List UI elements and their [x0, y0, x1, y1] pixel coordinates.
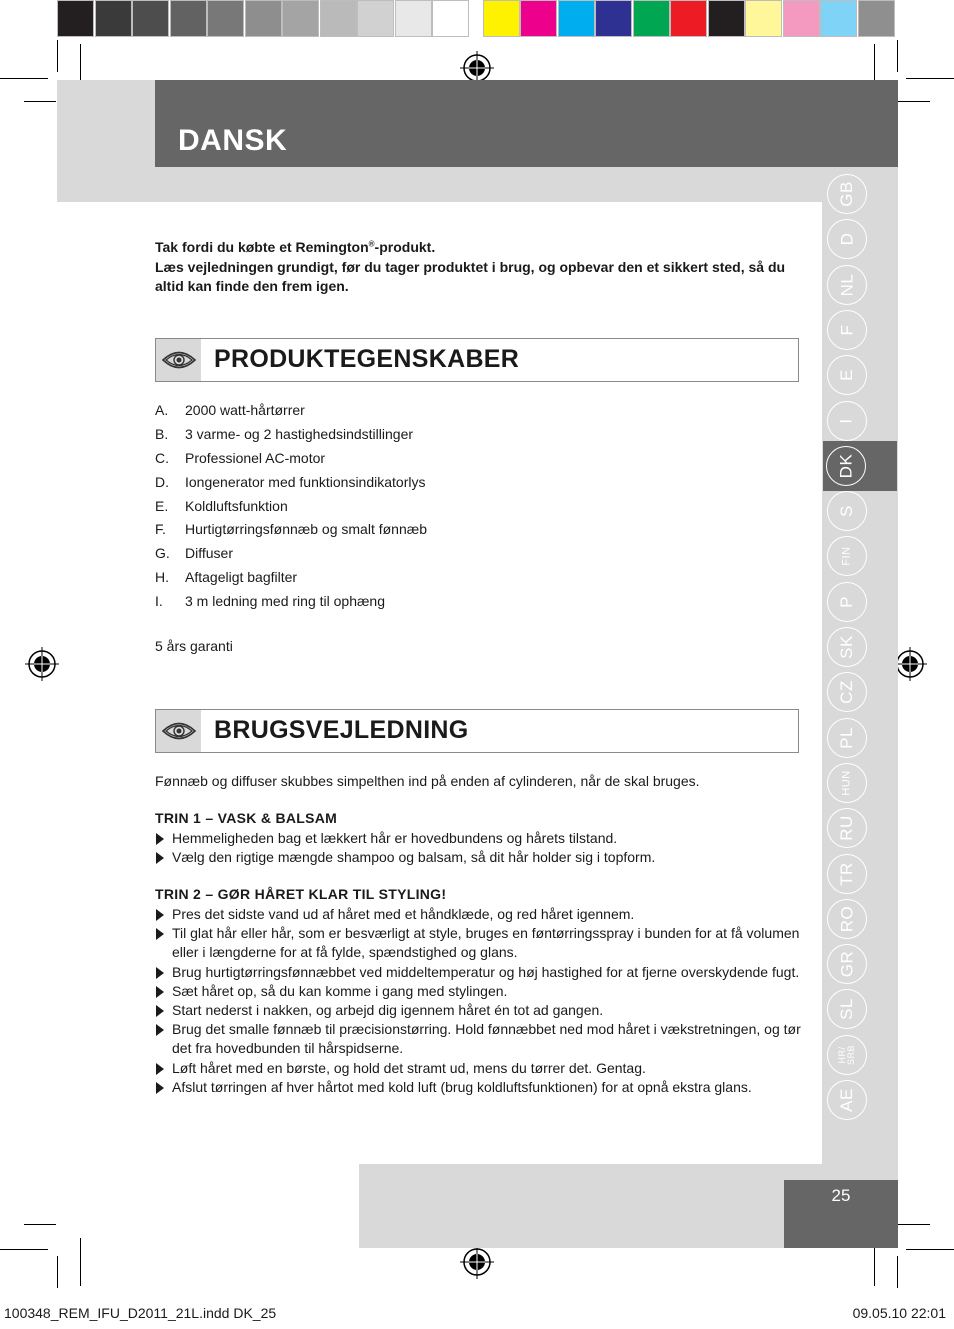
- color-swatch: [858, 0, 895, 37]
- list-item-text: Professionel AC-motor: [185, 449, 326, 466]
- gray-swatch: [432, 0, 469, 37]
- language-tab-label: GB: [837, 181, 856, 207]
- color-swatch: [520, 0, 557, 37]
- language-tab-label: PL: [836, 726, 856, 749]
- language-tab-label: TR: [836, 861, 856, 886]
- gray-swatch: [95, 0, 132, 37]
- date-slug: 09.05.10 22:01: [852, 1305, 946, 1321]
- color-swatch: [558, 0, 595, 37]
- language-tab-label: I: [836, 417, 856, 424]
- language-tab-label: D: [837, 232, 856, 246]
- language-tab-s[interactable]: [824, 488, 870, 534]
- gray-swatch: [357, 0, 394, 37]
- list-item-letter: G.: [155, 545, 170, 562]
- list-item: [155, 591, 795, 615]
- bullet-item: Brug det smalle fønnæb til præcisionstørring. Hold fønnæbbet ned mod håret i vækstretningen, og tør det fra hovedbunden til hårspidserne.: [155, 1020, 803, 1058]
- language-tab-label: CZ: [836, 680, 856, 705]
- crop-mark: [24, 101, 56, 102]
- color-swatch: [670, 0, 707, 37]
- list-item: [155, 543, 795, 567]
- bullet-item: Til glat hår eller hår, som er besværligt at style, bruges en føntørringsspray i bunden for at få volumen eller i længderne for at få fylde, spændstighed og glans.: [155, 924, 803, 962]
- color-swatch: [820, 0, 857, 37]
- crop-mark: [80, 1238, 81, 1286]
- language-tab-pl[interactable]: [824, 715, 870, 761]
- language-tab-label: RU: [837, 815, 856, 841]
- language-tab-label: SL: [836, 998, 856, 1021]
- language-tab-i[interactable]: [824, 398, 870, 444]
- crop-mark: [0, 1249, 48, 1250]
- language-tab-ro[interactable]: [824, 896, 870, 942]
- list-item-text: 3 varme- og 2 hastighedsindstillinger: [185, 425, 414, 442]
- registration-mark-icon: [460, 1245, 494, 1279]
- crop-mark: [897, 40, 898, 72]
- gray-swatch: [57, 0, 94, 37]
- language-tab-label: SK: [837, 635, 856, 659]
- bullet-item: Afslut tørringen af hver hårtot med kold luft (brug koldluftsfunktionen) for at opnå ekstra glans.: [155, 1078, 803, 1097]
- language-tab-hun[interactable]: [824, 760, 870, 806]
- bullet-item: Vælg den rigtige mængde shampoo og balsam, så dit hår holder sig i topform.: [155, 848, 803, 867]
- page-title: DANSK: [178, 124, 288, 157]
- language-tab-label: NL: [836, 273, 856, 296]
- crop-mark: [57, 40, 58, 72]
- language-tab-hrsrb[interactable]: [824, 1032, 870, 1078]
- step-2-bullets: [155, 905, 803, 1097]
- language-tab-d[interactable]: [824, 216, 870, 262]
- language-tab-label: S: [837, 505, 856, 518]
- bullet-item: Sæt håret op, så du kan komme i gang med stylingen.: [155, 982, 803, 1001]
- list-item: [155, 400, 795, 424]
- gray-swatch: [320, 0, 357, 37]
- list-item-letter: C.: [155, 449, 169, 466]
- eye-icon: [156, 710, 201, 752]
- warranty-text: 5 års garanti: [155, 638, 233, 654]
- crop-mark: [898, 101, 930, 102]
- gray-swatch: [132, 0, 169, 37]
- list-item-text: Iongenerator med funktionsindikatorlys: [185, 473, 426, 490]
- language-tab-tr[interactable]: [824, 851, 870, 897]
- section-header-features: [155, 338, 799, 382]
- language-tab-sk[interactable]: [824, 624, 870, 670]
- language-tab-ru[interactable]: [824, 805, 870, 851]
- list-item-text: 2000 watt-hårtørrer: [185, 402, 305, 418]
- language-tab-label: E: [837, 369, 856, 382]
- step-1-bullets: [155, 829, 803, 867]
- gray-swatch: [245, 0, 282, 37]
- instructions-intro: Fønnæb og diffuser skubbes simpelthen ind på enden af cylinderen, når de skal bruges.: [155, 773, 700, 789]
- feature-list: [155, 400, 795, 615]
- bullet-item: Brug hurtigtørringsfønnæbbet ved middeltemperatur og høj hastighed for at fjerne overskydende fugt.: [155, 963, 803, 982]
- title-bar: [155, 80, 898, 167]
- list-item-text: Aftageligt bagfilter: [185, 569, 298, 586]
- crop-mark: [897, 1256, 898, 1288]
- language-tab-fin[interactable]: [824, 533, 870, 579]
- language-tab-label: GR: [837, 950, 856, 978]
- language-tab-label: F: [836, 324, 856, 336]
- list-item-letter: H.: [155, 569, 169, 586]
- color-swatches: [483, 0, 896, 39]
- color-swatch: [708, 0, 745, 37]
- crop-mark: [898, 1224, 930, 1225]
- language-tab-cz[interactable]: [824, 669, 870, 715]
- gray-swatch: [395, 0, 432, 37]
- step-2-title: TRIN 2 – GØR HÅRET KLAR TIL STYLING!: [155, 886, 447, 902]
- list-item-text: Hurtigtørringsfønnæb og smalt fønnæb: [185, 521, 427, 538]
- gray-swatch: [170, 0, 207, 37]
- color-swatch: [483, 0, 520, 37]
- list-item: [155, 472, 795, 496]
- gray-swatch: [207, 0, 244, 37]
- registration-mark-icon: [25, 647, 59, 681]
- bullet-item: Start nederst i nakken, og arbejd dig igennem håret én tot ad gangen.: [155, 1001, 803, 1020]
- registration-mark-icon: [893, 647, 927, 681]
- language-tab-f[interactable]: [824, 307, 870, 353]
- list-item-text: 3 m ledning med ring til ophæng: [185, 593, 386, 610]
- step-1-title: TRIN 1 – VASK & BALSAM: [155, 810, 338, 826]
- crop-mark: [906, 1249, 954, 1250]
- language-tab-ae[interactable]: [824, 1077, 870, 1123]
- list-item: [155, 448, 795, 472]
- crop-mark: [906, 78, 954, 79]
- list-item: [155, 567, 795, 591]
- color-swatch: [595, 0, 632, 37]
- language-tab-dk[interactable]: [823, 441, 897, 491]
- language-tab-p[interactable]: [824, 579, 870, 625]
- list-item-letter: F.: [155, 521, 166, 538]
- list-item-text: Koldluftsfunktion: [185, 497, 288, 514]
- crop-mark: [0, 78, 48, 79]
- crop-mark: [57, 1256, 58, 1288]
- section-title: PRODUKTEGENSKABER: [214, 345, 520, 373]
- list-item-letter: E.: [155, 497, 169, 514]
- color-swatch: [745, 0, 782, 37]
- bullet-item: Hemmeligheden bag et lækkert hår er hovedbundens og hårets tilstand.: [155, 829, 803, 848]
- list-item-letter: B.: [155, 425, 169, 442]
- language-tab-label: HUN: [841, 770, 853, 796]
- color-swatch: [783, 0, 820, 37]
- language-tab-gb[interactable]: [824, 171, 870, 217]
- list-item-text: Diffuser: [185, 545, 233, 562]
- page-number: 25: [831, 1186, 851, 1205]
- list-item: [155, 519, 795, 543]
- language-tab-label: DK: [836, 453, 855, 479]
- crop-mark: [24, 1224, 56, 1225]
- language-tab-gr[interactable]: [824, 941, 870, 987]
- language-tab-e[interactable]: [824, 352, 870, 398]
- language-tab-label: HR/ SRB: [836, 1044, 856, 1065]
- list-item-letter: I.: [155, 593, 163, 610]
- list-item: [155, 424, 795, 448]
- file-slug: 100348_REM_IFU_D2011_21L.indd DK_25: [4, 1305, 277, 1321]
- list-item-letter: A.: [155, 402, 169, 418]
- language-tab-label: AE: [837, 1088, 856, 1112]
- list-item-letter: D.: [155, 473, 169, 490]
- intro-text: Tak fordi du købte et Remington®-produkt. Læs vejledningen grundigt, før du tager produktet i brug, og opbevar den et sikkert sted, så du altid kan finde den frem igen.: [155, 239, 786, 294]
- language-tab-label: FIN: [840, 546, 853, 567]
- language-tab-label: P: [837, 595, 856, 608]
- language-tab-sl[interactable]: [824, 986, 870, 1032]
- language-tab-label: RO: [837, 905, 856, 933]
- page-number-box: [784, 1180, 898, 1248]
- bullet-item: Pres det sidste vand ud af håret med et håndklæde, og red håret igennem.: [155, 905, 803, 924]
- gray-swatches: [57, 0, 470, 39]
- color-calibration-bar: [57, 0, 895, 39]
- color-swatch: [633, 0, 670, 37]
- language-tab-nl[interactable]: [824, 262, 870, 308]
- gray-swatch: [282, 0, 319, 37]
- section-title: BRUGSVEJLEDNING: [214, 716, 469, 744]
- bullet-item: Løft håret med en børste, og hold det stramt ud, mens du tørrer det. Gentag.: [155, 1059, 803, 1078]
- eye-icon: [156, 339, 201, 381]
- section-header-instructions: [155, 709, 799, 753]
- list-item: [155, 496, 795, 520]
